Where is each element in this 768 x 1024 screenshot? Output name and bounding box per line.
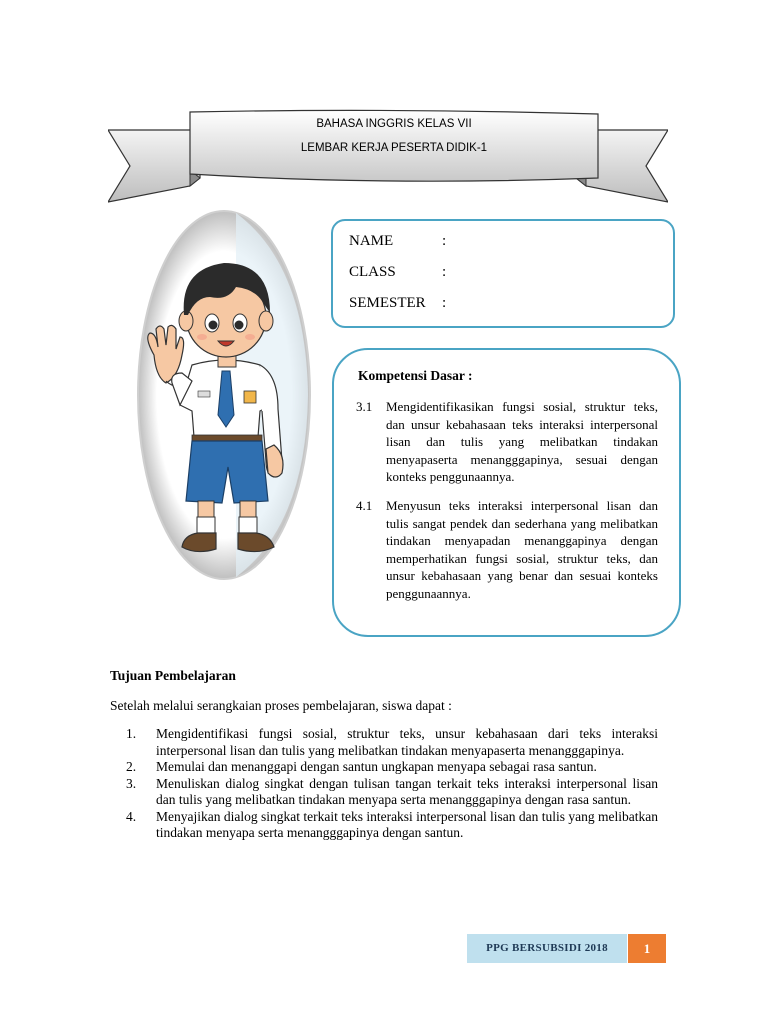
list-item: [126, 776, 658, 809]
semester-colon: :: [442, 295, 447, 311]
kompetensi-dasar-box: [332, 348, 681, 637]
kompetensi-item: [356, 497, 658, 602]
list-item: [126, 726, 658, 759]
list-text: Memulai dan menanggapi dengan santun ungkapan menyapa sebagai rasa santun.: [156, 759, 597, 774]
list-number: 4.: [126, 808, 137, 824]
student-identity-box: [331, 219, 675, 328]
kompetensi-number: 3.1: [356, 399, 373, 414]
kompetensi-item: [356, 398, 658, 486]
subject-title: BAHASA INGGRIS KELAS VII: [316, 118, 472, 130]
list-text: Mengidentifikasi fungsi sosial, struktur teks, unsur kebahasaan dari teks interaksi interpersonal lisan dan tulis yang melibatkan tindakan menyapaserta menangggapinya.: [156, 726, 658, 758]
page-number: 1: [628, 934, 666, 963]
list-number: 2.: [126, 759, 137, 774]
list-text: Menuliskan dialog singkat dengan tulisan tangan terkait teks interaksi interpersonal lisan dan tulis yang melibatkan tindakan menyapa serta menangggapinya dengan rasa santun.: [156, 775, 658, 807]
class-colon: :: [442, 264, 447, 280]
section-heading: Tujuan Pembelajaran: [110, 668, 236, 683]
name-row: [349, 233, 446, 250]
worksheet-title: LEMBAR KERJA PESERTA DIDIK-1: [300, 142, 488, 154]
list-item: [126, 809, 658, 842]
name-colon: :: [442, 233, 447, 249]
class-row: [349, 264, 446, 281]
list-item: [126, 759, 658, 776]
list-number: 3.: [126, 775, 137, 791]
student-illustration: [136, 205, 316, 585]
semester-label: SEMESTER: [349, 295, 426, 311]
section-intro: Setelah melalui serangkaian proses pembelajaran, siswa dapat :: [110, 698, 452, 713]
kompetensi-title: Kompetensi Dasar :: [358, 368, 473, 383]
kompetensi-number: 4.1: [356, 498, 373, 513]
class-label: CLASS: [349, 264, 396, 280]
list-text: Menyajikan dialog singkat terkait teks interaksi interpersonal lisan dan tulis yang melibatkan tindakan menyapa serta menangggapinya dengan santun.: [156, 808, 658, 840]
name-label: NAME: [349, 233, 394, 249]
kompetensi-text: Menyusun teks interaksi interpersonal lisan dan tulis sangat pendek dan sederhana yang melibatkan tindakan menyapadan menanggapinya dengan memperhatikan fungsi sosial, struktur teks, dan unsur kebahasaan yang benar dan sesuai konteks penggunaannya.: [386, 498, 658, 601]
objectives-list: [126, 726, 658, 842]
list-number: 1.: [126, 726, 137, 741]
kompetensi-text: Mengidentifikasikan fungsi sosial, struktur teks, dan unsur kebahasaan teks interaksi interpersonal lisan dan tulis yang melibatkan tindakan menyapaserta menangggapinya, sesuai dengan konteks penggunaannya.: [386, 399, 658, 484]
footer-label: PPG BERSUBSIDI 2018: [467, 934, 627, 963]
semester-row: [349, 295, 446, 312]
banner-title: [190, 116, 598, 164]
